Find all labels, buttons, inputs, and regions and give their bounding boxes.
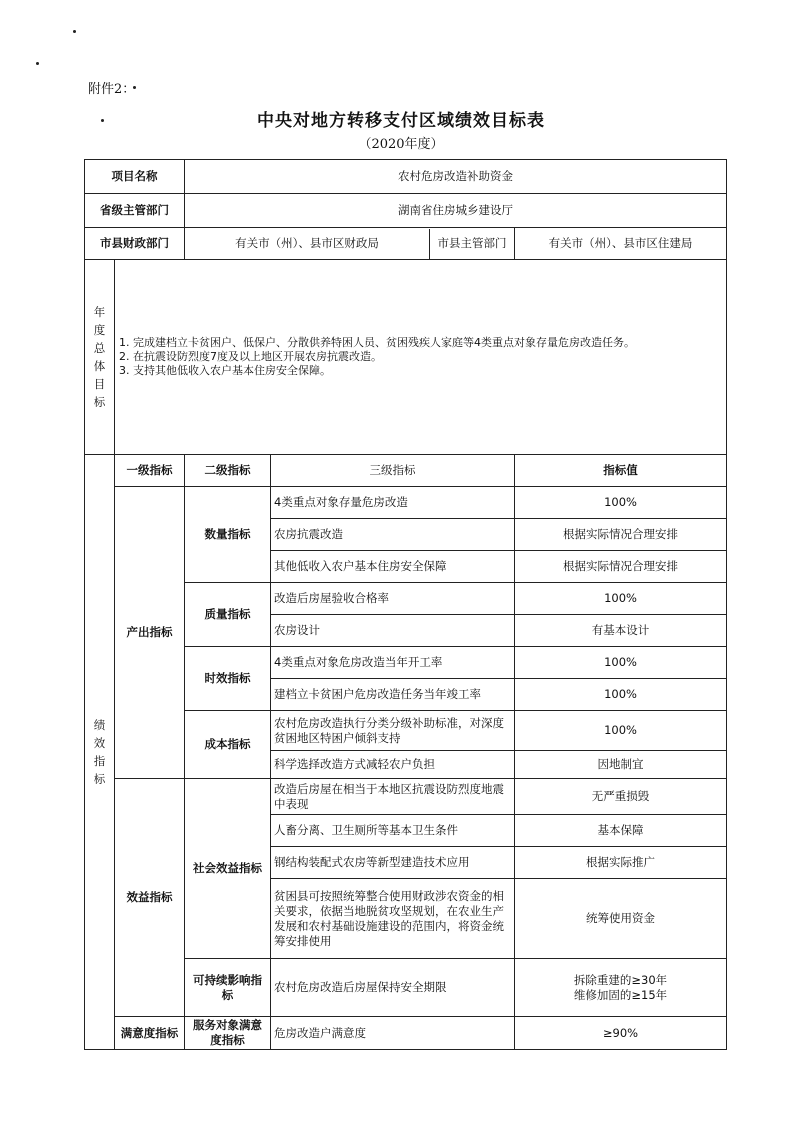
table-row xyxy=(85,779,727,815)
county-finance-label: 市县财政部门 xyxy=(85,228,185,260)
indicator-header-row xyxy=(85,455,727,487)
indicator-value: 统筹使用资金 xyxy=(515,879,727,959)
sustainable-impact-indicator-label: 可持续影响指标 xyxy=(185,959,271,1017)
indicator-value: 基本保障 xyxy=(515,815,727,847)
indicator-value: 根据实际推广 xyxy=(515,847,727,879)
social-benefit-indicator-label: 社会效益指标 xyxy=(185,779,271,959)
quality-indicator-label: 质量指标 xyxy=(185,583,271,647)
header-level1: 一级指标 xyxy=(115,455,185,487)
goal-line: 1. 完成建档立卡贫困户、低保户、分散供养特困人员、贫困残疾人家庭等4类重点对象存量危房改造任务。 xyxy=(119,336,635,349)
table-row xyxy=(85,487,727,519)
indicators-section-label xyxy=(85,455,115,1050)
row-annual-goals xyxy=(85,260,727,455)
indicator-value: 100% xyxy=(515,647,727,679)
service-satisfaction-indicator-label: 服务对象满意度指标 xyxy=(185,1017,271,1050)
quantity-indicator-label: 数量指标 xyxy=(185,487,271,583)
goal-line: 3. 支持其他低收入农户基本住房安全保障。 xyxy=(119,364,331,377)
indicator-value: 根据实际情况合理安排 xyxy=(515,551,727,583)
indicator-name: 建档立卡贫困户危房改造任务当年竣工率 xyxy=(271,679,515,711)
provincial-dept-value: 湖南省住房城乡建设厅 xyxy=(185,194,727,228)
annual-goals-content xyxy=(115,260,727,455)
output-indicator-label: 产出指标 xyxy=(115,487,185,779)
timeliness-indicator-label: 时效指标 xyxy=(185,647,271,711)
county-finance-cell xyxy=(185,228,515,260)
row-project-name xyxy=(85,160,727,194)
indicators-section-label-text: 绩效指标 xyxy=(93,718,106,786)
page-subtitle-year: （2020年度） xyxy=(358,137,444,152)
indicator-value: ≥90% xyxy=(515,1017,727,1050)
indicator-value: 100% xyxy=(515,711,727,751)
indicator-value-line: 维修加固的≥15年 xyxy=(573,987,668,1002)
scan-speck xyxy=(73,30,76,33)
provincial-dept-label: 省级主管部门 xyxy=(85,194,185,228)
county-dept-label: 市县主管部门 xyxy=(429,229,514,259)
satisfaction-indicator-label: 满意度指标 xyxy=(115,1017,185,1050)
table-row xyxy=(85,1017,727,1050)
project-name-label: 项目名称 xyxy=(85,160,185,194)
indicator-name: 科学选择改造方式减轻农户负担 xyxy=(271,751,515,779)
indicator-value: 无严重损毁 xyxy=(515,779,727,815)
annual-goals-label-text: 年度总体目标 xyxy=(93,305,106,409)
indicator-value-line: 拆除重建的≥30年 xyxy=(573,972,668,987)
project-name-value: 农村危房改造补助资金 xyxy=(185,160,727,194)
indicator-name: 人畜分离、卫生厕所等基本卫生条件 xyxy=(271,815,515,847)
cost-indicator-label: 成本指标 xyxy=(185,711,271,779)
goal-line: 2. 在抗震设防烈度7度及以上地区开展农房抗震改造。 xyxy=(119,350,382,363)
indicator-name: 贫困县可按照统筹整合使用财政涉农资金的相关要求，依据当地脱贫攻坚规划，在农业生产发展和农村基础设施建设的范围内，将资金统筹安排使用 xyxy=(271,879,515,959)
indicator-name: 农房设计 xyxy=(271,615,515,647)
benefit-indicator-label: 效益指标 xyxy=(115,779,185,1017)
county-finance-value: 有关市（州）、县市区财政局 xyxy=(235,236,379,250)
header-level2: 二级指标 xyxy=(185,455,271,487)
indicator-name: 农村危房改造后房屋保持安全期限 xyxy=(271,959,515,1017)
indicator-value: 有基本设计 xyxy=(515,615,727,647)
header-value: 指标值 xyxy=(515,455,727,487)
indicator-name: 农房抗震改造 xyxy=(271,519,515,551)
county-dept-value: 有关市（州）、县市区住建局 xyxy=(515,228,727,260)
indicator-name: 钢结构装配式农房等新型建造技术应用 xyxy=(271,847,515,879)
indicator-name: 4类重点对象危房改造当年开工率 xyxy=(271,647,515,679)
indicator-name: 改造后房屋在相当于本地区抗震设防烈度地震中表现 xyxy=(271,779,515,815)
scan-speck xyxy=(36,62,39,65)
performance-target-table xyxy=(84,159,727,1050)
attachment-label: 附件2： xyxy=(88,82,136,97)
indicator-value: 100% xyxy=(515,487,727,519)
indicator-name: 危房改造户满意度 xyxy=(271,1017,515,1050)
row-county-depts xyxy=(85,228,727,260)
indicator-value: 因地制宜 xyxy=(515,751,727,779)
indicator-name: 4类重点对象存量危房改造 xyxy=(271,487,515,519)
indicator-name: 改造后房屋验收合格率 xyxy=(271,583,515,615)
annual-goals-label xyxy=(85,260,115,455)
row-provincial-dept xyxy=(85,194,727,228)
indicator-value: 根据实际情况合理安排 xyxy=(515,519,727,551)
indicator-name: 农村危房改造执行分类分级补助标准，对深度贫困地区特困户倾斜支持 xyxy=(271,711,515,751)
indicator-value: 100% xyxy=(515,583,727,615)
indicator-value: 100% xyxy=(515,679,727,711)
indicator-value xyxy=(515,959,727,1017)
header-level3: 三级指标 xyxy=(271,455,515,487)
indicator-name: 其他低收入农户基本住房安全保障 xyxy=(271,551,515,583)
page-title: 中央对地方转移支付区域绩效目标表 xyxy=(257,111,545,131)
